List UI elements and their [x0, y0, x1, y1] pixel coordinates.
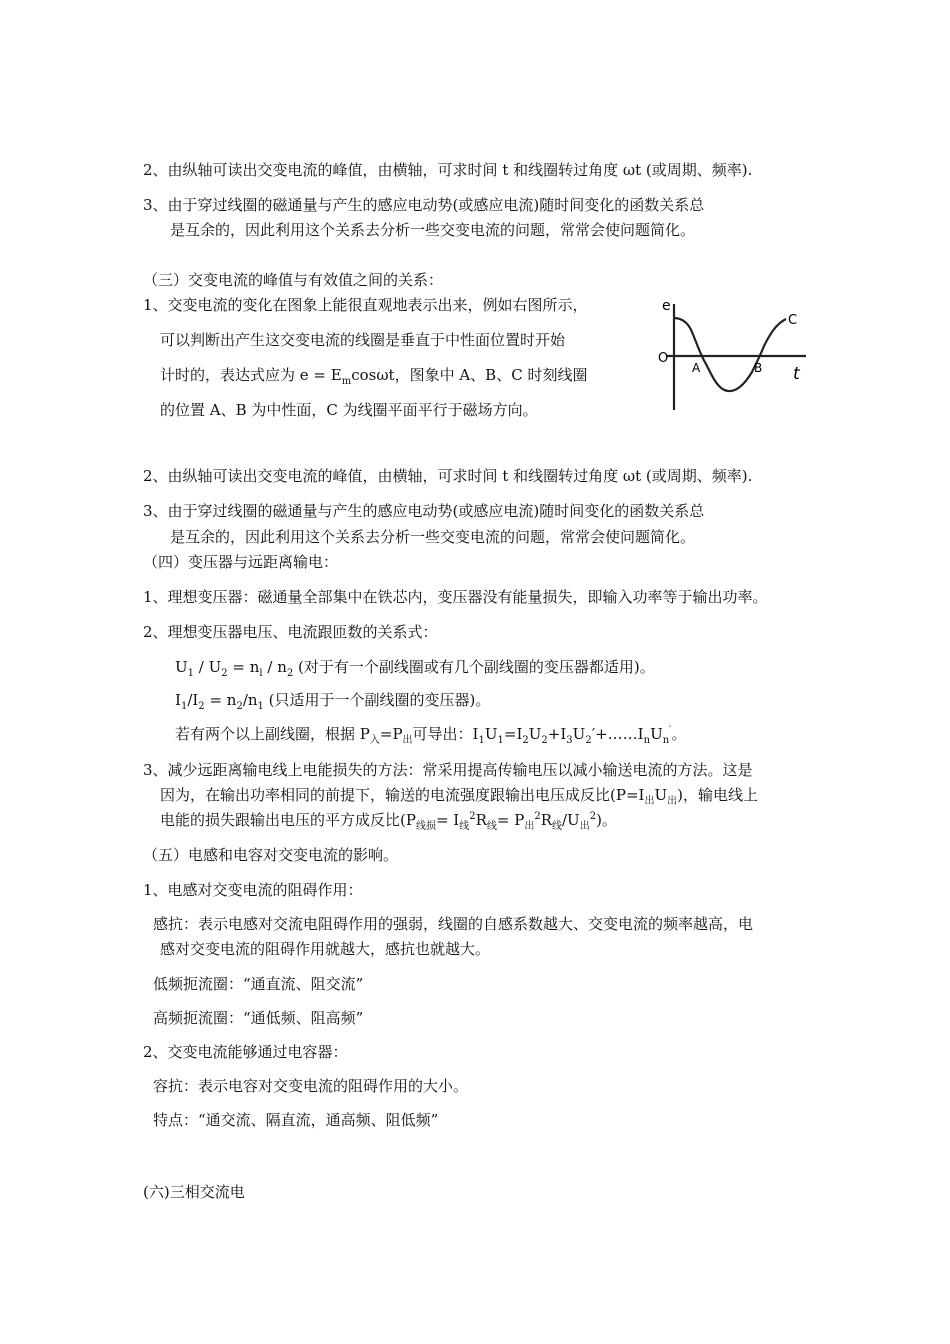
text-line: 高频扼流圈：“通低频、阻高频”: [153, 1009, 364, 1027]
text-line: 计时的，表达式应为 $e = E_m\cos\omega t$，图象中 A、B、C 时刻线圈: [160, 366, 588, 387]
section-heading: （五）电感和电容对交变电流的影响。: [143, 846, 399, 864]
text-line: 特点：“通交流、隔直流，通高频、阻低频”: [153, 1111, 439, 1129]
text-line: 3、减少远距离输电线上电能损失的方法：常采用提高传输电压以减小输送电流的方法。这是: [143, 761, 753, 779]
text-line: 因为，在输出功率相同的前提下，输送的电流强度跟输出电压成反比$(P=I_出U_出)$，输电线上: [160, 786, 758, 807]
point-b-label: B: [754, 361, 763, 375]
y-axis-label: e: [662, 298, 671, 314]
text-line: 感对交变电流的阻碍作用就越大，感抗也就越大。: [160, 940, 491, 958]
text-line: 电能的损失跟输出电压的平方成反比$(P_{线损}= I_线^2R_线= P_出^2R_线/U_出^2)$。: [160, 811, 617, 832]
origin-label: O: [658, 351, 669, 366]
text-line: 感抗：表示电感对交流电阻碍作用的强弱，线圈的自感系数越大、交变电流的频率越高，电: [153, 915, 754, 933]
point-a-label: A: [692, 361, 701, 375]
section-heading: （四）变压器与远距离输电：: [143, 553, 339, 571]
formula-voltage: $U_1 / U_2 = n_l / n_2$ (对于有一个副线圈或有几个副线圈的变压器都适用)。: [175, 658, 655, 679]
text-line: 2、交变电流能够通过电容器：: [143, 1043, 348, 1061]
text-line: 3、由于穿过线圈的磁通量与产生的感应电动势(或感应电流)随时间变化的函数关系总: [143, 502, 705, 520]
text-line: 的位置 A、B 为中性面，C 为线圈平面平行于磁场方向。: [160, 401, 538, 419]
formula-power: 若有两个以上副线圈，根据 $P_入=P_出$可导出：$I_1U_1=I_2U_2+I_3U_2'+\dots\dots I_nU_n'$。: [175, 725, 687, 746]
text-line: 2、理想变压器电压、电流跟匝数的关系式：: [143, 623, 438, 641]
sine-wave-figure: [656, 296, 816, 414]
text-line: 是互余的，因此利用这个关系去分析一些交变电流的问题，常常会使问题简化。: [170, 221, 696, 239]
section-heading: （三）交变电流的峰值与有效值之间的关系：: [143, 271, 444, 289]
text-line: 3、由于穿过线圈的磁通量与产生的感应电动势(或感应电流)随时间变化的函数关系总: [143, 196, 705, 214]
formula-current: $I_1/I_2 = n_2/n_1$ (只适用于一个副线圈的变压器)。: [175, 691, 491, 712]
section-heading: (六)三相交流电: [143, 1183, 245, 1201]
text-line: 低频扼流圈：“通直流、阻交流”: [153, 975, 364, 993]
point-c-label: C: [788, 313, 798, 328]
text-line: 可以判断出产生这交变电流的线圈是垂直于中性面位置时开始: [160, 331, 566, 349]
text-line: 1、交变电流的变化在图象上能很直观地表示出来，例如右图所示，: [143, 296, 588, 314]
text-line: 2、由纵轴可读出交变电流的峰值，由横轴，可求时间 t 和线圈转过角度 ωt (或周期、频率).: [143, 161, 753, 179]
text-line: 1、理想变压器：磁通量全部集中在铁芯内，变压器没有能量损失，即输入功率等于输出功率。: [143, 588, 768, 606]
text-line: 1、电感对交变电流的阻碍作用：: [143, 881, 363, 899]
text-line: 是互余的，因此利用这个关系去分析一些交变电流的问题，常常会使问题简化。: [170, 528, 696, 546]
sine-curve: [674, 318, 786, 391]
text-line: 2、由纵轴可读出交变电流的峰值，由横轴，可求时间 t 和线圈转过角度 ωt (或周期、频率).: [143, 467, 753, 485]
x-axis-label: t: [793, 364, 800, 384]
text-line: 容抗：表示电容对交变电流的阻碍作用的大小。: [153, 1077, 469, 1095]
